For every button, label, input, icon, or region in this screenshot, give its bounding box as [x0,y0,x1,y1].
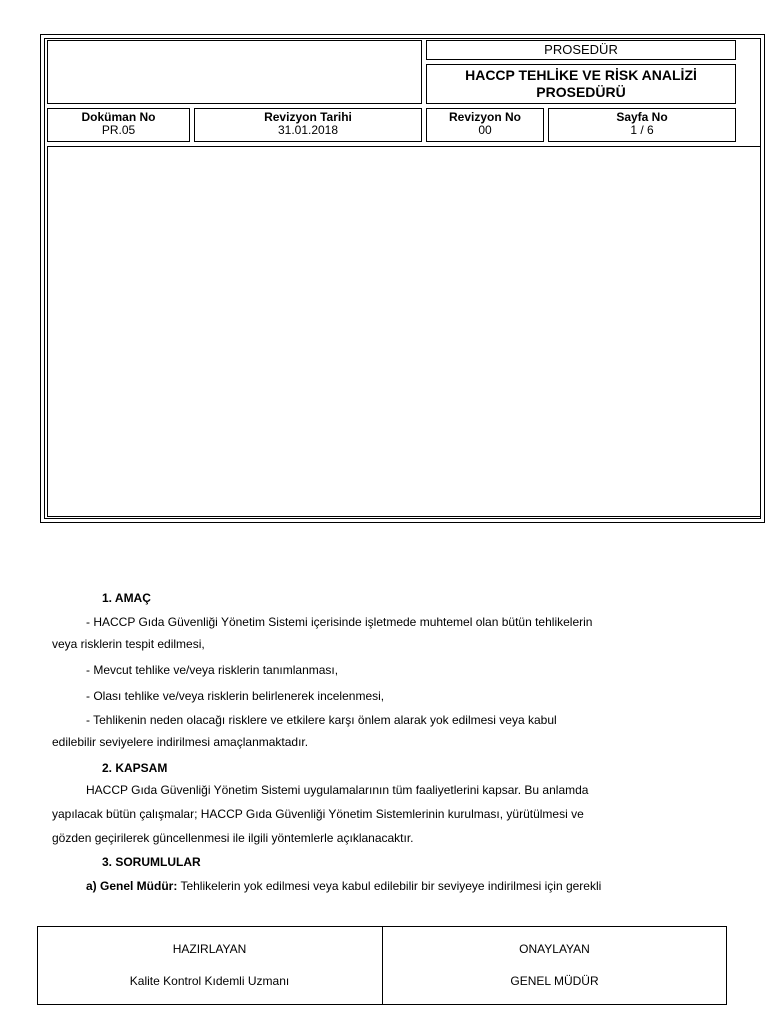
meta-document-number-value: PR.05 [101,123,136,137]
document-category-label: PROSEDÜR [544,42,618,57]
meta-revision-date-value: 31.01.2018 [277,123,339,137]
section-heading-sorumlular: 3. SORUMLULAR [102,855,201,869]
meta-page-number-label: Sayfa No [616,110,668,124]
meta-revision-date-label: Revizyon Tarihi [264,110,352,124]
section-heading-kapsam: 2. KAPSAM [102,761,168,775]
meta-page-number-value: 1 / 6 [630,123,654,137]
meta-revision-date [194,108,422,142]
sorumlular-item-a [86,878,726,894]
prepared-by-label: HAZIRLAYAN [172,942,247,956]
document-title [426,64,736,104]
amac-item-1-line1: - HACCP Gıda Güvenliği Yönetim Sistemi içerisinde işletmede muhtemel olan bütün tehlikelerin [86,615,593,629]
section-heading-amac: 1. AMAÇ [102,591,151,605]
sorumlular-item-a-label: a) Genel Müdür: [86,879,178,893]
logo-placeholder-box [47,40,422,104]
kapsam-line3: gözden geçirilerek güncellenmesi ile ilgili yöntemlerle açıklanacaktır. [52,831,414,845]
meta-revision-number-value: 00 [478,123,492,137]
empty-content-box [47,146,761,517]
meta-revision-number-label: Revizyon No [448,110,521,124]
meta-document-number [47,108,190,142]
meta-document-number-label: Doküman No [81,110,156,124]
amac-item-4-line1: - Tehlikenin neden olacağı risklere ve etkilere karşı önlem alarak yok edilmesi veya kabul [86,713,557,727]
amac-item-3: - Olası tehlike ve/veya risklerin belirlenerek incelenmesi, [86,689,385,703]
approved-by-label: ONAYLAYAN [519,942,590,956]
document-category [426,40,736,60]
amac-item-2: - Mevcut tehlike ve/veya risklerin tanımlanması, [86,663,339,677]
document-title-line2: PROSEDÜRÜ [536,84,626,100]
approval-table-divider [382,926,383,1005]
meta-page-number [548,108,736,142]
kapsam-line1: HACCP Gıda Güvenliği Yönetim Sistemi uygulamalarının tüm faaliyetlerini kapsar. Bu anlamda [86,783,589,797]
approved-by-value: GENEL MÜDÜR [510,974,599,988]
meta-revision-number [426,108,544,142]
kapsam-line2: yapılacak bütün çalışmalar; HACCP Gıda Güvenliği Yönetim Sistemlerinin kurulması, yürütülmesi ve [52,807,584,821]
prepared-by-value: Kalite Kontrol Kıdemli Uzmanı [129,974,290,988]
sorumlular-item-a-text: Tehlikelerin yok edilmesi veya kabul edilebilir bir seviyeye indirilmesi için gerekli [177,879,602,893]
document-title-line1: HACCP TEHLİKE VE RİSK ANALİZİ [465,67,697,83]
amac-item-4-line2: edilebilir seviyelere indirilmesi amaçlanmaktadır. [52,735,309,749]
amac-item-1-line2: veya risklerin tespit edilmesi, [52,637,205,651]
